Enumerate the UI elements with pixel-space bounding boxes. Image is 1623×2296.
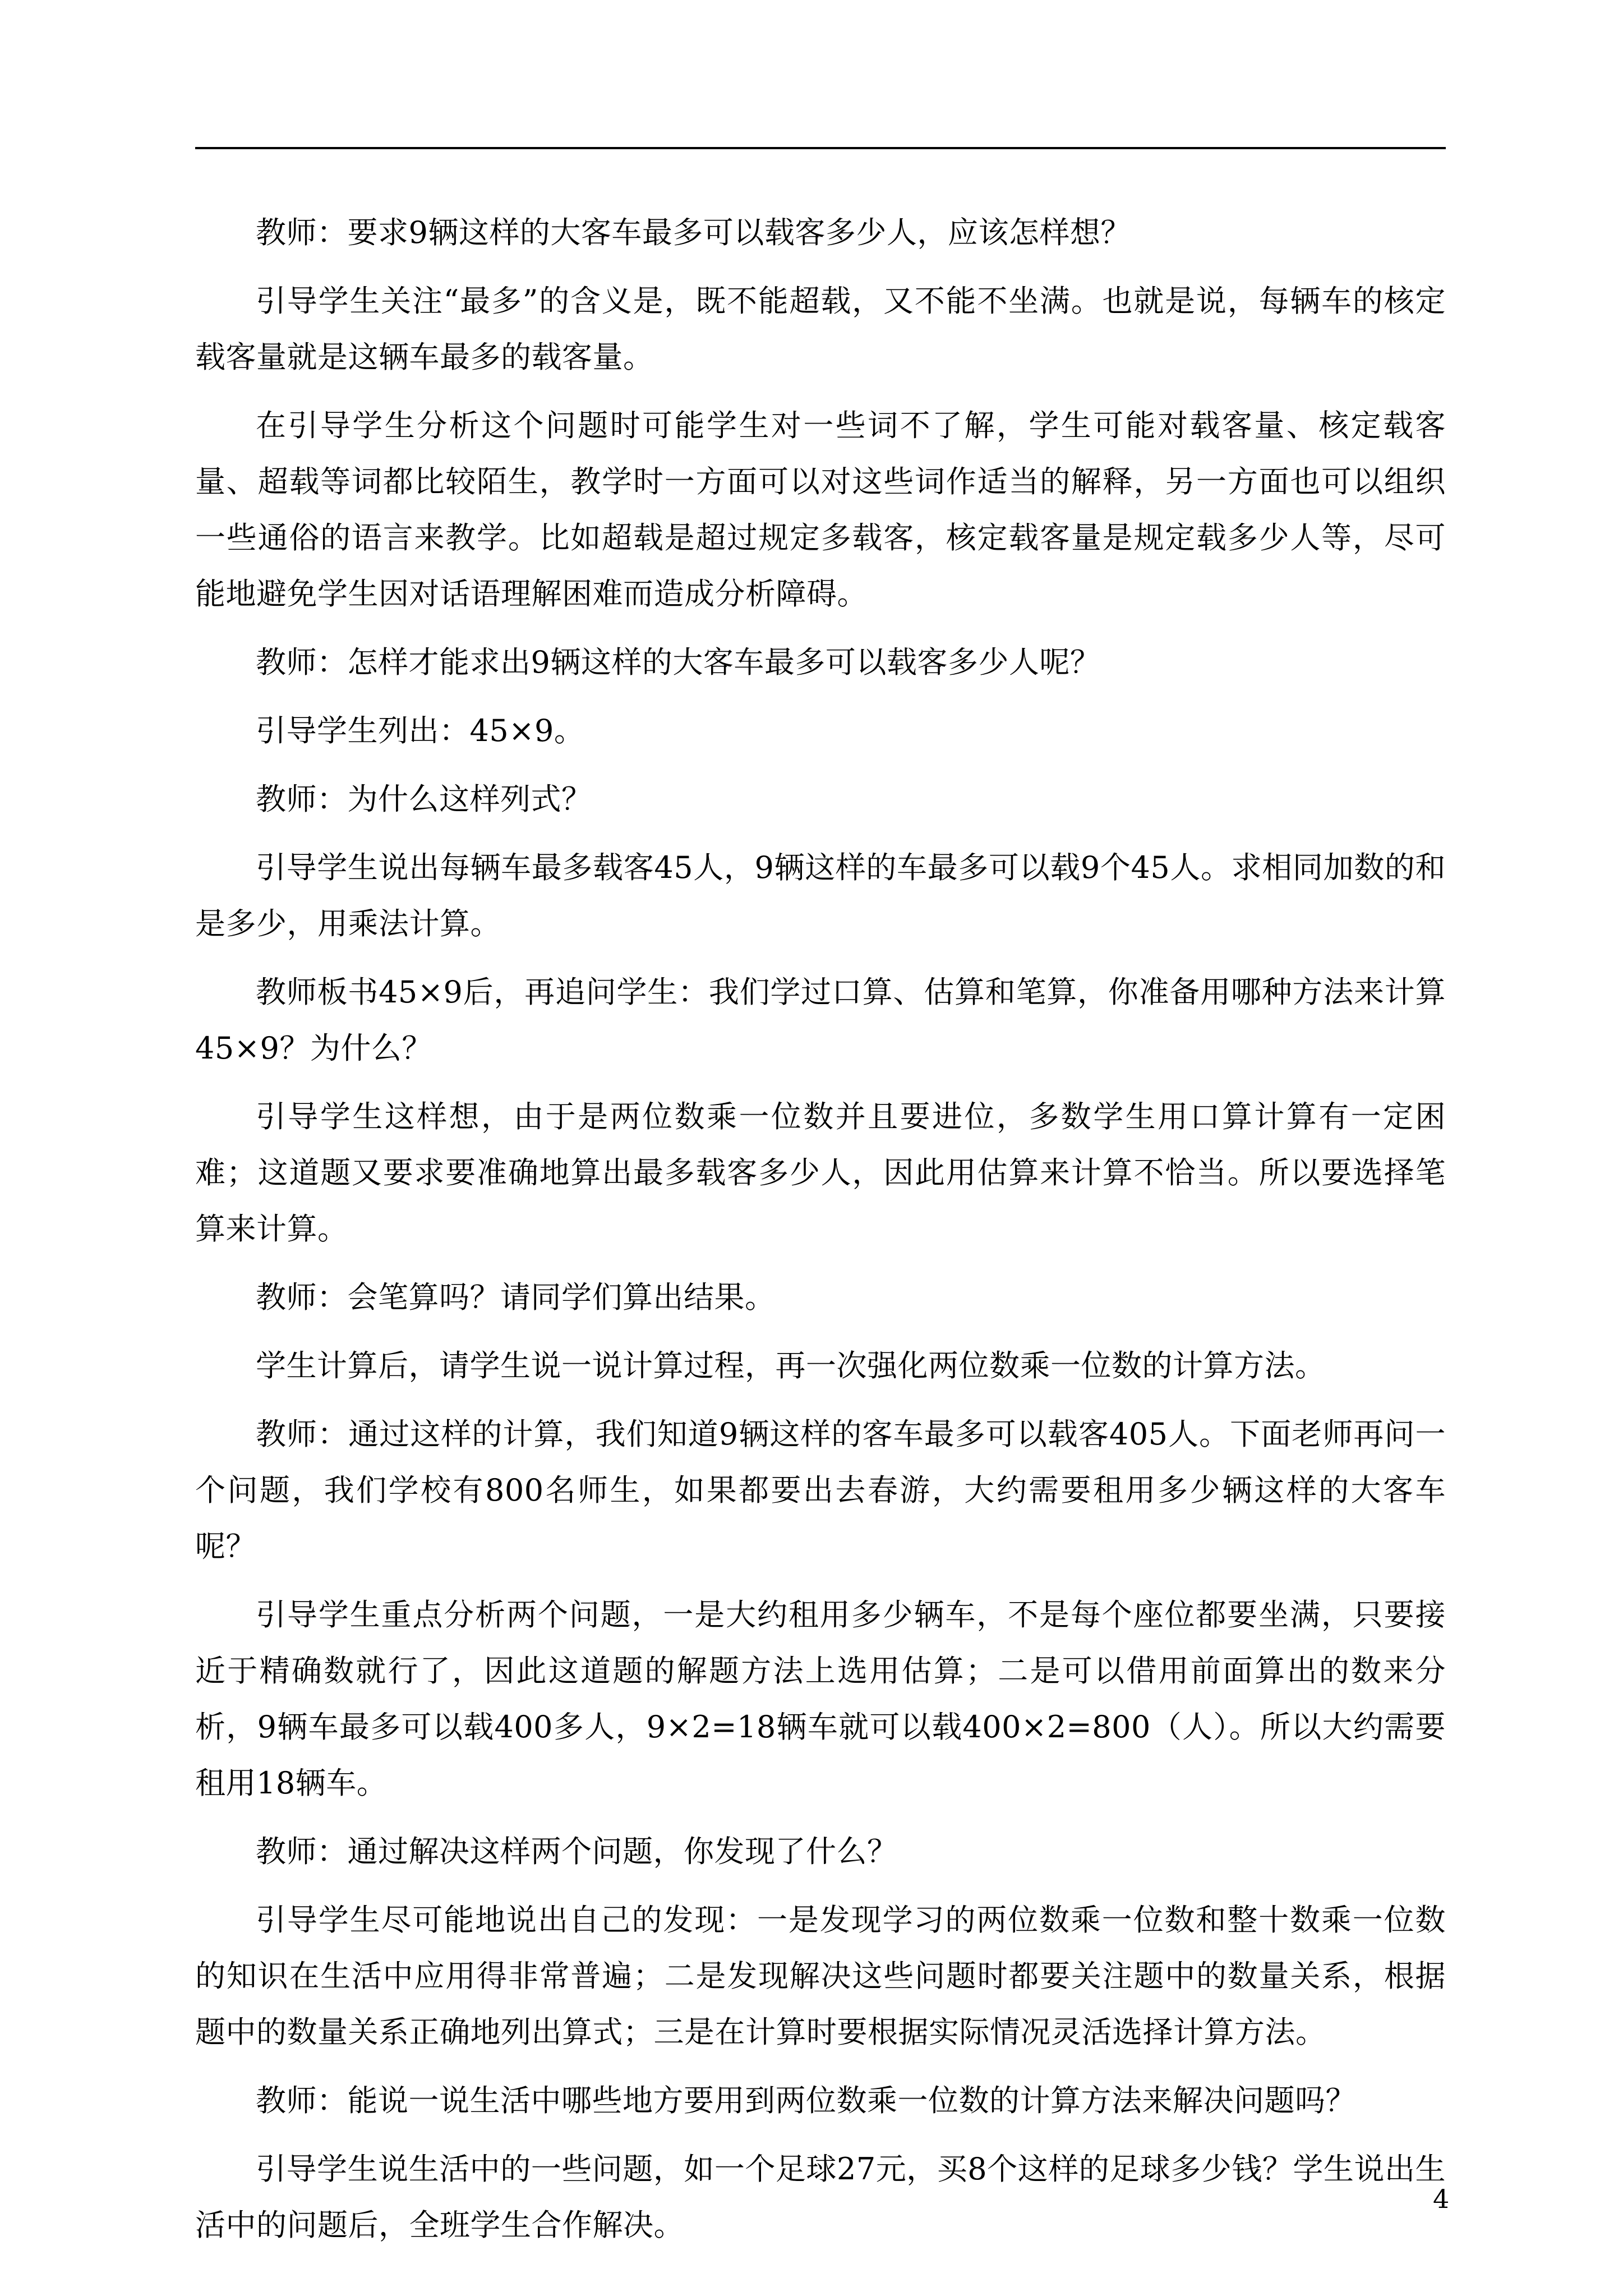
paragraph-9: 引导学生这样想，由于是两位数乘一位数并且要进位，多数学生用口算计算有一定困难；这道题又要求要准确地算出最多载客多少人，因此用估算来计算不恰当。所以要选择笔算来计算。 — [195, 1099, 1446, 1246]
header-rule — [195, 147, 1446, 149]
paragraph-1: 教师：要求9辆这样的大客车最多可以载客多少人，应该怎样想？ — [256, 215, 1131, 250]
paragraph-10: 教师：会笔算吗？请同学们算出结果。 — [256, 1280, 776, 1315]
paragraph-12: 教师：通过这样的计算，我们知道9辆这样的客车最多可以载客405人。下面老师再问一个问题，我们学校有800名师生，如果都要出去春游，大约需要租用多少辆这样的大客车呢？ — [195, 1416, 1446, 1564]
page-number: 4 — [1433, 2184, 1450, 2214]
paragraph-3: 在引导学生分析这个问题时可能学生对一些词不了解，学生可能对载客量、核定载客量、超载等词都比较陌生，教学时一方面可以对这些词作适当的解释，另一方面也可以组织一些通俗的语言来教学。比如超载是超过规定多载客，核定载客量是规定载多少人等，尽可能地避免学生因对话语理解困难而造成分析障碍。 — [195, 408, 1446, 611]
paragraph-7: 引导学生说出每辆车最多载客45人，9辆这样的车最多可以载9个45人。求相同加数的和是多少，用乘法计算。 — [195, 850, 1446, 941]
paragraph-14: 教师：通过解决这样两个问题，你发现了什么？ — [256, 1834, 898, 1869]
paragraph-5: 引导学生列出：45×9。 — [256, 713, 585, 748]
paragraph-17: 引导学生说生活中的一些问题，如一个足球27元，买8个这样的足球多少钱？学生说出生活中的问题后，全班学生合作解决。 — [195, 2151, 1446, 2243]
document-body — [195, 205, 1446, 2266]
paragraph-13: 引导学生重点分析两个问题，一是大约租用多少辆车，不是每个座位都要坐满，只要接近于精确数就行了，因此这道题的解题方法上选用估算；二是可以借用前面算出的数来分析，9辆车最多可以载400多人，9×2=18辆车就可以载400×2=800（人）。所以大约需要租用18辆车。 — [195, 1597, 1446, 1801]
paragraph-11: 学生计算后，请学生说一说计算过程，再一次强化两位数乘一位数的计算方法。 — [256, 1348, 1326, 1383]
paragraph-6: 教师：为什么这样列式？ — [256, 781, 592, 817]
paragraph-15: 引导学生尽可能地说出自己的发现：一是发现学习的两位数乘一位数和整十数乘一位数的知识在生活中应用得非常普遍；二是发现解决这些问题时都要关注题中的数量关系，根据题中的数量关系正确地列出算式；三是在计算时要根据实际情况灵活选择计算方法。 — [195, 1902, 1446, 2050]
paragraph-16: 教师：能说一说生活中哪些地方要用到两位数乘一位数的计算方法来解决问题吗？ — [256, 2083, 1356, 2118]
paragraph-8: 教师板书45×9后，再追问学生：我们学过口算、估算和笔算，你准备用哪种方法来计算45×9？为什么？ — [195, 974, 1446, 1066]
paragraph-4: 教师：怎样才能求出9辆这样的大客车最多可以载客多少人呢？ — [256, 645, 1101, 680]
paragraph-2: 引导学生关注“最多”的含义是，既不能超载，又不能不坐满。也就是说，每辆车的核定载客量就是这辆车最多的载客量。 — [195, 283, 1446, 375]
